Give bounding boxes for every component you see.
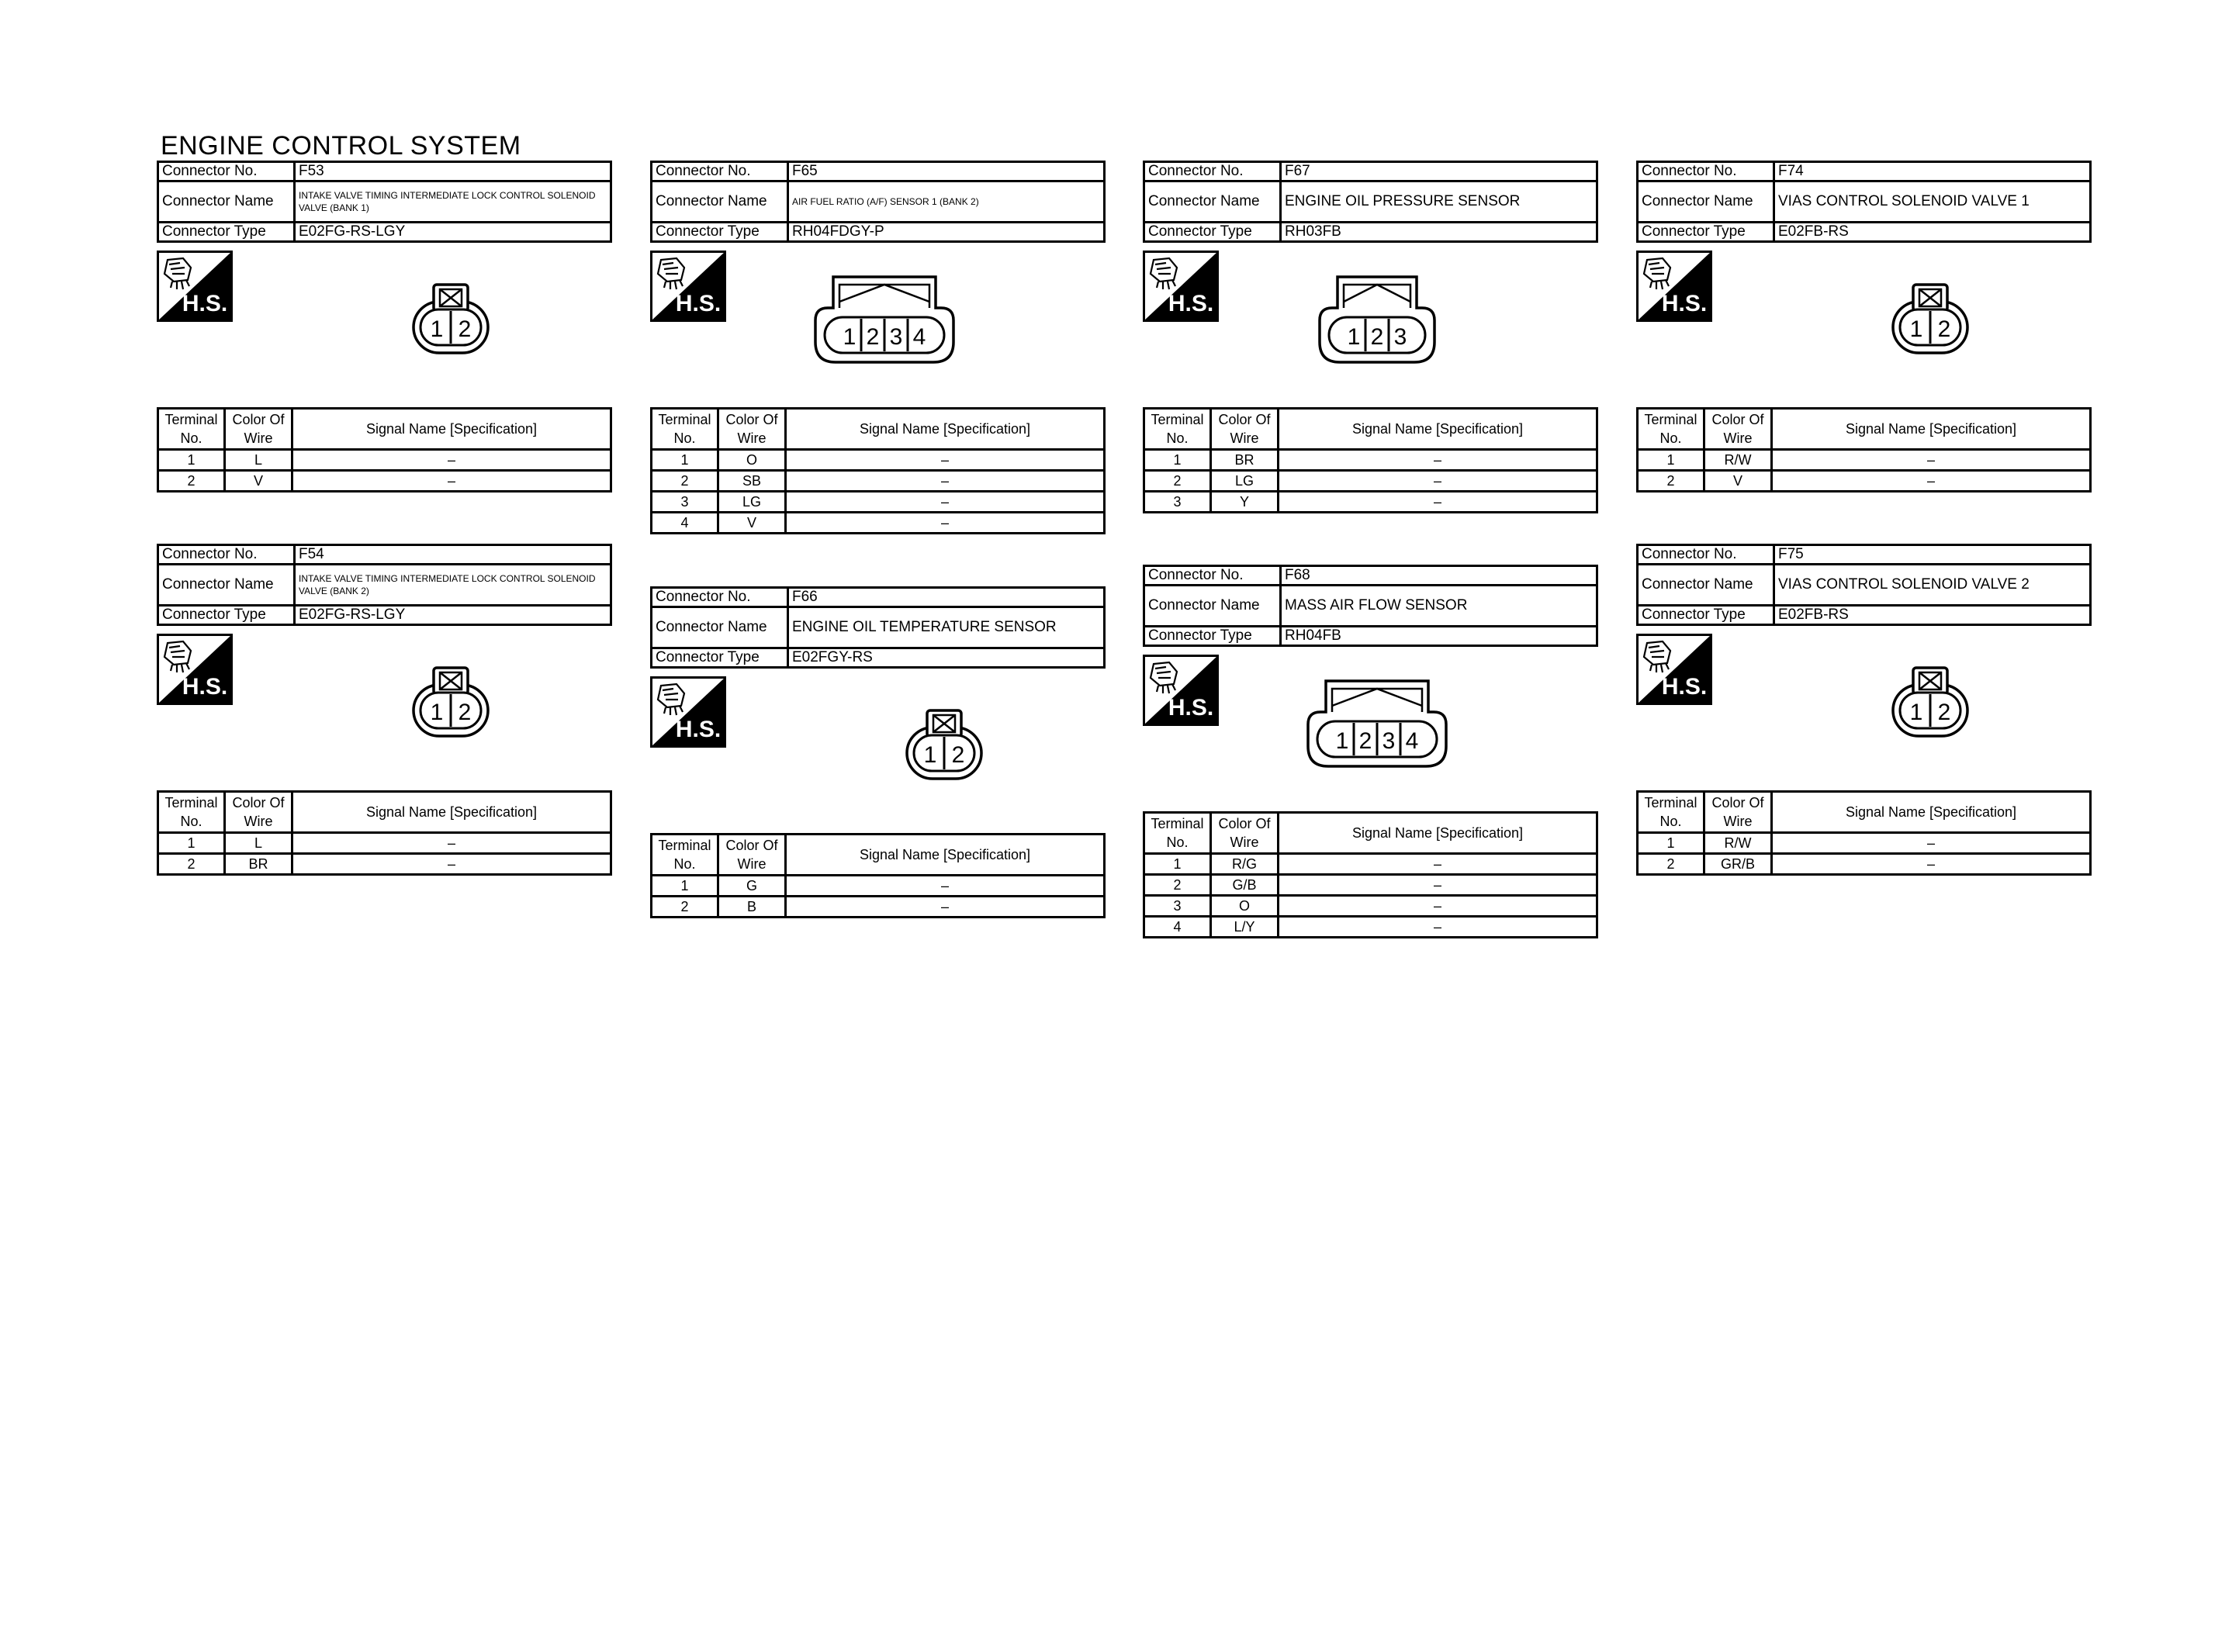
signal-name: – — [1772, 833, 2091, 854]
table-row — [1144, 896, 1597, 917]
wire-color: R/G — [1211, 854, 1279, 875]
terminal-table — [1143, 407, 1598, 513]
wire-color: L — [225, 450, 292, 471]
hs-badge-label: H.S. — [182, 674, 228, 700]
table-row — [1144, 917, 1597, 938]
terminal-table-header — [652, 409, 1105, 450]
connector-type-label: Connector Type — [652, 648, 788, 668]
connector-info-table — [650, 161, 1106, 243]
terminal-no: 3 — [1144, 896, 1211, 917]
connector-block-f75 — [1636, 544, 2092, 876]
connector-no-value: F74 — [1774, 162, 2091, 181]
terminal-table — [1636, 790, 2092, 876]
hs-badge-label: H.S. — [1168, 291, 1214, 316]
connector-diagram — [1143, 243, 1598, 407]
terminal-no: 4 — [652, 513, 718, 534]
pin-number: 3 — [1393, 324, 1407, 350]
hs-badge-label: H.S. — [182, 291, 228, 316]
terminal-table — [157, 790, 612, 876]
terminal-table-header — [1638, 792, 2091, 833]
connector-type-value: E02FG-RS-LGY — [295, 223, 611, 242]
connector-type-value: RH04FDGY-P — [788, 223, 1105, 242]
connector-no-label: Connector No. — [652, 162, 788, 181]
connector-no-label: Connector No. — [1638, 162, 1774, 181]
connector-info-table — [1143, 161, 1598, 243]
connector-info-table — [157, 161, 612, 243]
connector-no-value: F67 — [1281, 162, 1597, 181]
wire-color: L — [225, 833, 292, 854]
2-pin-latch-connector-icon — [904, 707, 985, 782]
terminal-table-header — [1144, 813, 1597, 854]
wire-color: O — [1211, 896, 1279, 917]
wire-color: O — [718, 450, 786, 471]
connector-block-f66 — [650, 586, 1106, 918]
connector-no-value: F66 — [788, 588, 1105, 607]
connector-type-label: Connector Type — [1144, 627, 1281, 646]
col-signal-name: Signal Name [Specification] — [1279, 813, 1597, 854]
harness-side-icon — [1143, 655, 1219, 726]
table-row — [1638, 833, 2091, 854]
connector-type-value: E02FG-RS-LGY — [295, 606, 611, 625]
terminal-table — [650, 407, 1106, 534]
wire-color: G — [718, 876, 786, 897]
connector-name-value: INTAKE VALVE TIMING INTERMEDIATE LOCK CONTROL SOLENOID VALVE (BANK 2) — [295, 565, 611, 606]
harness-side-icon — [1143, 251, 1219, 322]
terminal-table-header — [158, 409, 611, 450]
signal-name: – — [292, 833, 611, 854]
connector-info-table — [157, 544, 612, 626]
col-color-of-wire: Color Of Wire — [718, 409, 786, 450]
wire-color: Y — [1211, 492, 1279, 513]
connector-name-label: Connector Name — [158, 181, 295, 223]
connector-no-label: Connector No. — [1638, 545, 1774, 565]
connector-diagram — [1636, 626, 2092, 790]
wire-color: V — [1704, 471, 1772, 492]
hs-badge-label: H.S. — [1168, 695, 1214, 721]
signal-name: – — [1279, 471, 1597, 492]
connector-name-label: Connector Name — [158, 565, 295, 606]
table-row — [1144, 450, 1597, 471]
table-row — [652, 897, 1105, 918]
wire-color: L/Y — [1211, 917, 1279, 938]
connector-diagram — [650, 243, 1106, 407]
terminal-no: 1 — [1638, 833, 1704, 854]
terminal-table-header — [652, 835, 1105, 876]
signal-name: – — [1279, 896, 1597, 917]
terminal-table-header — [1638, 409, 2091, 450]
col-terminal-no: Terminal No. — [652, 409, 718, 450]
harness-side-icon — [650, 251, 726, 322]
pin-number: 2 — [866, 324, 879, 350]
terminal-table — [1143, 811, 1598, 938]
connector-no-value: F68 — [1281, 566, 1597, 586]
connector-diagram — [1636, 243, 2092, 407]
connector-block-f53 — [157, 161, 612, 492]
connector-block-f65 — [650, 161, 1106, 534]
terminal-table — [650, 833, 1106, 918]
wire-color: GR/B — [1704, 854, 1772, 875]
pin-number: 2 — [1358, 728, 1372, 754]
signal-name: – — [1772, 854, 2091, 875]
connector-name-value: VIAS CONTROL SOLENOID VALVE 2 — [1774, 565, 2091, 606]
table-row — [1144, 854, 1597, 875]
connector-type-value: E02FB-RS — [1774, 223, 2091, 242]
connector-block-f54 — [157, 544, 612, 876]
terminal-no: 2 — [1144, 875, 1211, 896]
table-row — [158, 471, 611, 492]
pin-number: 1 — [1335, 728, 1348, 754]
connector-no-value: F53 — [295, 162, 611, 181]
table-row — [1638, 854, 2091, 875]
connector-name-label: Connector Name — [1638, 565, 1774, 606]
wire-color: BR — [225, 854, 292, 875]
table-row — [158, 450, 611, 471]
wire-color: V — [718, 513, 786, 534]
terminal-no: 1 — [652, 450, 718, 471]
col-terminal-no: Terminal No. — [1638, 792, 1704, 833]
col-terminal-no: Terminal No. — [158, 409, 225, 450]
signal-name: – — [1279, 450, 1597, 471]
connector-no-label: Connector No. — [158, 162, 295, 181]
hs-badge-label: H.S. — [675, 291, 722, 316]
wire-color: R/W — [1704, 833, 1772, 854]
wire-color: LG — [1211, 471, 1279, 492]
signal-name: – — [1279, 492, 1597, 513]
signal-name: – — [292, 854, 611, 875]
connector-diagram — [1143, 647, 1598, 811]
connector-type-value: E02FGY-RS — [788, 648, 1105, 668]
col-signal-name: Signal Name [Specification] — [1772, 792, 2091, 833]
pin-number: 1 — [1909, 700, 1923, 725]
4-pin-hood-connector-icon — [812, 274, 957, 365]
2-pin-latch-connector-icon — [1890, 665, 1971, 739]
terminal-no: 2 — [1144, 471, 1211, 492]
connector-name-value: AIR FUEL RATIO (A/F) SENSOR 1 (BANK 2) — [788, 181, 1105, 223]
connector-diagram — [157, 626, 612, 790]
pin-number: 2 — [458, 700, 472, 725]
table-row — [158, 833, 611, 854]
table-row — [1144, 471, 1597, 492]
connector-no-label: Connector No. — [652, 588, 788, 607]
2-pin-latch-connector-icon — [410, 282, 491, 356]
signal-name: – — [786, 513, 1105, 534]
col-signal-name: Signal Name [Specification] — [1772, 409, 2091, 450]
col-signal-name: Signal Name [Specification] — [786, 835, 1105, 876]
terminal-no: 3 — [652, 492, 718, 513]
connector-no-label: Connector No. — [1144, 566, 1281, 586]
connector-name-label: Connector Name — [652, 607, 788, 648]
table-row — [1144, 875, 1597, 896]
4-pin-hood-connector-icon — [1305, 678, 1449, 769]
pin-number: 4 — [1405, 728, 1418, 754]
col-terminal-no: Terminal No. — [652, 835, 718, 876]
pin-number: 3 — [889, 324, 902, 350]
terminal-table-header — [158, 792, 611, 833]
connector-name-value: ENGINE OIL TEMPERATURE SENSOR — [788, 607, 1105, 648]
col-terminal-no: Terminal No. — [1144, 813, 1211, 854]
pin-number: 1 — [843, 324, 856, 350]
connector-block-f74 — [1636, 161, 2092, 492]
table-row — [652, 492, 1105, 513]
col-signal-name: Signal Name [Specification] — [292, 409, 611, 450]
col-terminal-no: Terminal No. — [158, 792, 225, 833]
harness-side-icon — [157, 634, 233, 705]
connector-no-value: F65 — [788, 162, 1105, 181]
connector-no-value: F54 — [295, 545, 611, 565]
signal-name: – — [292, 450, 611, 471]
page-title: ENGINE CONTROL SYSTEM — [161, 131, 521, 161]
terminal-no: 3 — [1144, 492, 1211, 513]
2-pin-latch-connector-icon — [1890, 282, 1971, 356]
table-row — [1638, 450, 2091, 471]
connector-info-table — [650, 586, 1106, 669]
col-color-of-wire: Color Of Wire — [1704, 792, 1772, 833]
connector-name-value: ENGINE OIL PRESSURE SENSOR — [1281, 181, 1597, 223]
connector-name-value: VIAS CONTROL SOLENOID VALVE 1 — [1774, 181, 2091, 223]
col-signal-name: Signal Name [Specification] — [292, 792, 611, 833]
2-pin-latch-connector-icon — [410, 665, 491, 739]
pin-number: 1 — [923, 742, 937, 768]
col-terminal-no: Terminal No. — [1144, 409, 1211, 450]
terminal-no: 1 — [158, 833, 225, 854]
pin-number: 2 — [1937, 700, 1951, 725]
terminal-no: 1 — [158, 450, 225, 471]
signal-name: – — [1279, 875, 1597, 896]
connector-name-label: Connector Name — [652, 181, 788, 223]
terminal-no: 2 — [158, 854, 225, 875]
wire-color: V — [225, 471, 292, 492]
signal-name: – — [1279, 854, 1597, 875]
pin-number: 1 — [1909, 316, 1923, 342]
hs-badge-label: H.S. — [675, 717, 722, 742]
pin-number: 1 — [430, 316, 444, 342]
col-color-of-wire: Color Of Wire — [225, 792, 292, 833]
connector-diagram — [650, 669, 1106, 833]
signal-name: – — [786, 897, 1105, 918]
connector-type-label: Connector Type — [1638, 606, 1774, 625]
table-row — [652, 876, 1105, 897]
col-color-of-wire: Color Of Wire — [718, 835, 786, 876]
signal-name: – — [786, 471, 1105, 492]
terminal-no: 2 — [1638, 471, 1704, 492]
signal-name: – — [1772, 471, 2091, 492]
wire-color: BR — [1211, 450, 1279, 471]
wire-color: B — [718, 897, 786, 918]
col-terminal-no: Terminal No. — [1638, 409, 1704, 450]
connector-no-value: F75 — [1774, 545, 2091, 565]
col-color-of-wire: Color Of Wire — [1704, 409, 1772, 450]
signal-name: – — [1279, 917, 1597, 938]
connector-name-label: Connector Name — [1144, 586, 1281, 627]
col-signal-name: Signal Name [Specification] — [786, 409, 1105, 450]
table-row — [158, 854, 611, 875]
connector-name-label: Connector Name — [1144, 181, 1281, 223]
signal-name: – — [786, 876, 1105, 897]
wire-color: G/B — [1211, 875, 1279, 896]
harness-side-icon — [1636, 634, 1712, 705]
table-row — [652, 513, 1105, 534]
harness-side-icon — [157, 251, 233, 322]
connector-type-value: RH03FB — [1281, 223, 1597, 242]
terminal-no: 1 — [1638, 450, 1704, 471]
col-color-of-wire: Color Of Wire — [225, 409, 292, 450]
connector-name-label: Connector Name — [1638, 181, 1774, 223]
connector-info-table — [1636, 161, 2092, 243]
signal-name: – — [292, 471, 611, 492]
terminal-no: 1 — [652, 876, 718, 897]
pin-number: 4 — [912, 324, 926, 350]
connector-type-label: Connector Type — [652, 223, 788, 242]
pin-number: 1 — [430, 700, 444, 725]
terminal-no: 2 — [652, 897, 718, 918]
connector-type-label: Connector Type — [1638, 223, 1774, 242]
terminal-no: 2 — [652, 471, 718, 492]
connector-no-label: Connector No. — [1144, 162, 1281, 181]
connector-info-table — [1143, 565, 1598, 647]
table-row — [652, 450, 1105, 471]
connector-name-value: MASS AIR FLOW SENSOR — [1281, 586, 1597, 627]
connector-block-f67 — [1143, 161, 1598, 513]
table-row — [1144, 492, 1597, 513]
3-pin-hood-connector-icon — [1317, 274, 1438, 365]
terminal-table — [157, 407, 612, 492]
signal-name: – — [786, 450, 1105, 471]
connector-type-value: E02FB-RS — [1774, 606, 2091, 625]
pin-number: 3 — [1382, 728, 1395, 754]
hs-badge-label: H.S. — [1661, 674, 1708, 700]
terminal-no: 1 — [1144, 450, 1211, 471]
connector-no-label: Connector No. — [158, 545, 295, 565]
terminal-table-header — [1144, 409, 1597, 450]
connector-type-label: Connector Type — [158, 606, 295, 625]
signal-name: – — [786, 492, 1105, 513]
table-row — [1638, 471, 2091, 492]
pin-number: 1 — [1347, 324, 1360, 350]
terminal-table — [1636, 407, 2092, 492]
signal-name: – — [1772, 450, 2091, 471]
terminal-no: 4 — [1144, 917, 1211, 938]
connector-type-label: Connector Type — [1144, 223, 1281, 242]
harness-side-icon — [650, 676, 726, 748]
wire-color: R/W — [1704, 450, 1772, 471]
connector-name-value: INTAKE VALVE TIMING INTERMEDIATE LOCK CONTROL SOLENOID VALVE (BANK 1) — [295, 181, 611, 223]
pin-number: 2 — [951, 742, 965, 768]
pin-number: 2 — [458, 316, 472, 342]
connector-block-f68 — [1143, 565, 1598, 938]
pin-number: 2 — [1937, 316, 1951, 342]
connector-diagram — [157, 243, 612, 407]
col-color-of-wire: Color Of Wire — [1211, 813, 1279, 854]
table-row — [652, 471, 1105, 492]
hs-badge-label: H.S. — [1661, 291, 1708, 316]
col-color-of-wire: Color Of Wire — [1211, 409, 1279, 450]
terminal-no: 2 — [1638, 854, 1704, 875]
terminal-no: 2 — [158, 471, 225, 492]
col-signal-name: Signal Name [Specification] — [1279, 409, 1597, 450]
connector-info-table — [1636, 544, 2092, 626]
connector-type-value: RH04FB — [1281, 627, 1597, 646]
connector-type-label: Connector Type — [158, 223, 295, 242]
wire-color: LG — [718, 492, 786, 513]
terminal-no: 1 — [1144, 854, 1211, 875]
pin-number: 2 — [1370, 324, 1383, 350]
harness-side-icon — [1636, 251, 1712, 322]
wire-color: SB — [718, 471, 786, 492]
